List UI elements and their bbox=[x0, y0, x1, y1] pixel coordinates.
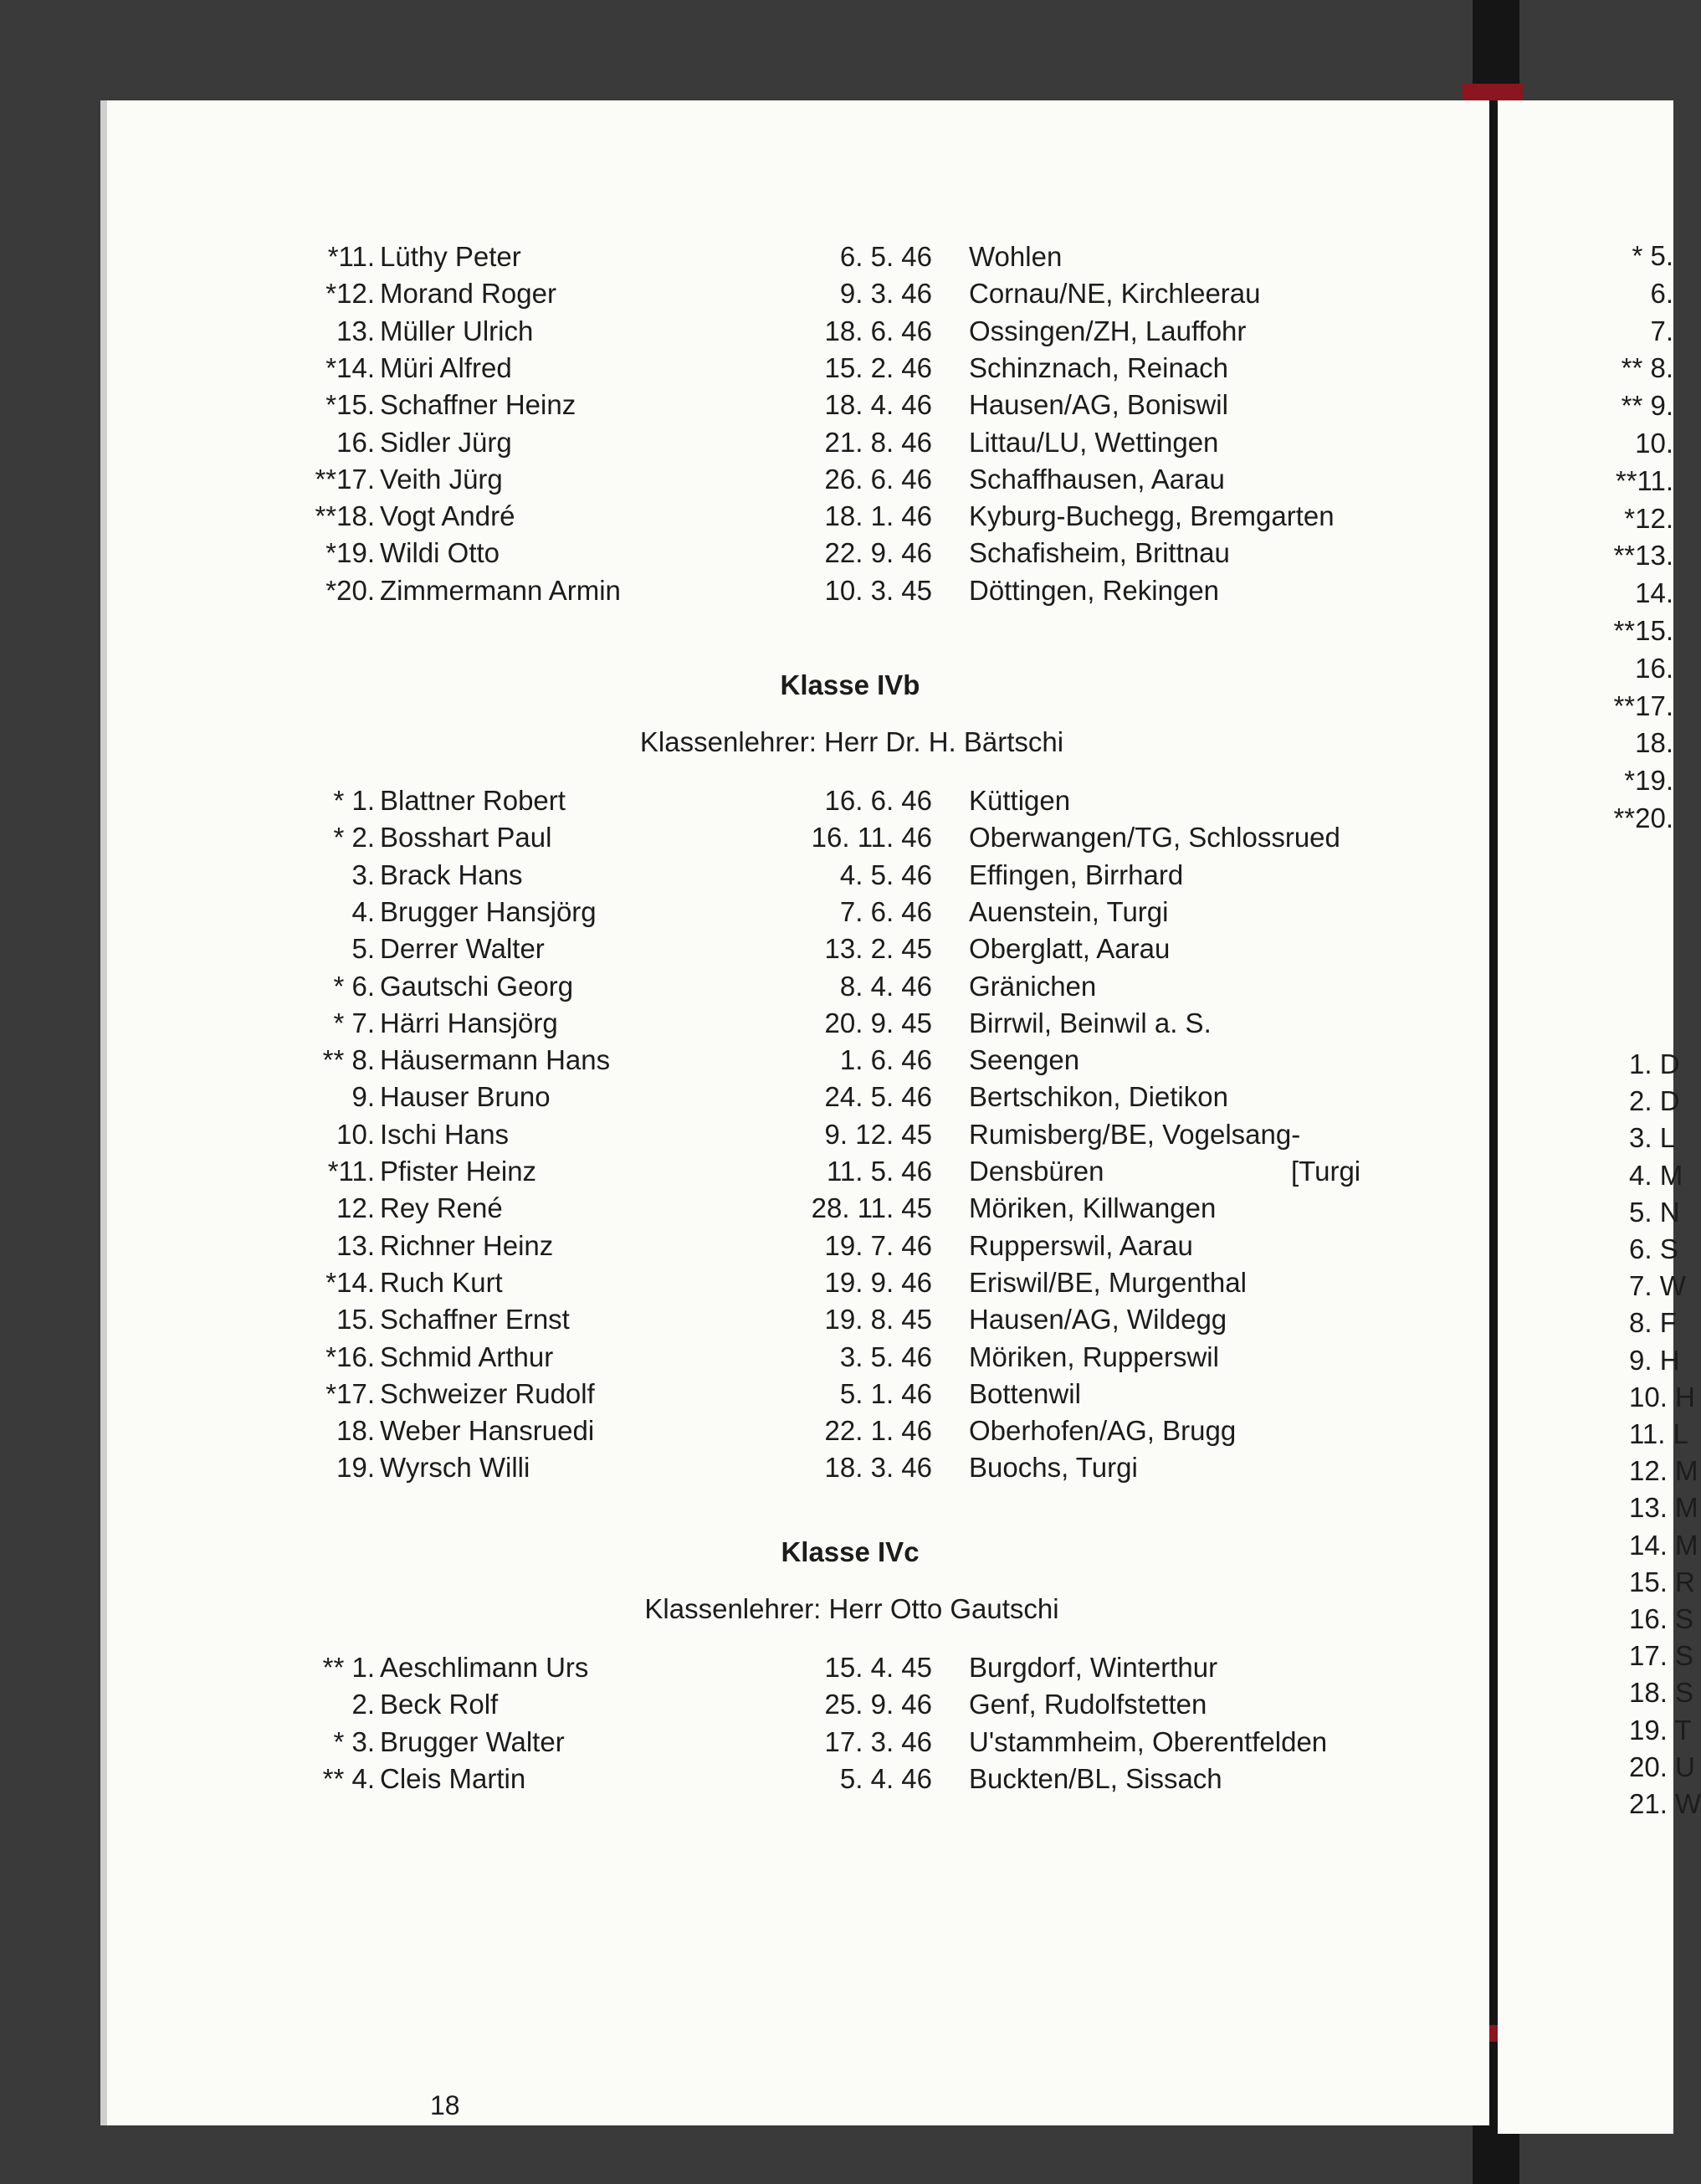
student-name: Hauser Bruno bbox=[380, 1081, 551, 1113]
birth-date: 18. 6. 46 bbox=[824, 315, 932, 346]
birth-date: 4. 5. 46 bbox=[839, 859, 932, 890]
student-number: *14. bbox=[325, 351, 375, 383]
student-number: 2. bbox=[351, 1689, 375, 1720]
student-name: Schaffner Heinz bbox=[380, 389, 576, 421]
student-number: 18. bbox=[336, 1415, 375, 1447]
home-places: Bottenwil bbox=[969, 1377, 1081, 1409]
class-teacher: Klassenlehrer: Herr Dr. H. Bärtschi bbox=[639, 726, 1064, 757]
student-number: ** 4. bbox=[322, 1762, 375, 1794]
right-page-item: 13. M bbox=[1629, 1492, 1698, 1524]
home-places: Hausen/AG, Boniswil bbox=[969, 389, 1228, 421]
student-number: * 6. bbox=[333, 970, 375, 1002]
home-places: Schinznach, Reinach bbox=[969, 351, 1229, 383]
birth-date: 18. 4. 46 bbox=[824, 389, 932, 421]
student-number: * 1. bbox=[333, 785, 375, 816]
student-row bbox=[107, 859, 1479, 892]
class-teacher: Klassenlehrer: Herr Otto Gautschi bbox=[644, 1593, 1059, 1624]
student-name: Beck Rolf bbox=[380, 1689, 499, 1720]
student-name: Blattner Robert bbox=[380, 785, 566, 816]
spine-bookmark-top bbox=[1463, 84, 1523, 100]
right-page-item: 9. H bbox=[1629, 1344, 1680, 1376]
student-name: Morand Roger bbox=[380, 278, 556, 310]
student-row bbox=[107, 351, 1479, 385]
home-places: Effingen, Birrhard bbox=[969, 859, 1184, 890]
student-name: Lüthy Peter bbox=[380, 241, 521, 272]
birth-date: 19. 7. 46 bbox=[824, 1229, 932, 1261]
student-name: Schaffner Ernst bbox=[380, 1304, 570, 1336]
birth-date: 6. 5. 46 bbox=[839, 241, 932, 272]
birth-date: 3. 5. 46 bbox=[839, 1341, 932, 1372]
home-places: Auenstein, Turgi bbox=[969, 895, 1169, 927]
left-page bbox=[100, 100, 1489, 2125]
student-name: Schmid Arthur bbox=[380, 1341, 554, 1372]
birth-date: 16. 6. 46 bbox=[824, 785, 932, 816]
home-places: Buochs, Turgi bbox=[969, 1452, 1138, 1484]
right-page-number: **11. bbox=[1615, 464, 1673, 496]
student-name: Ruch Kurt bbox=[380, 1266, 503, 1298]
student-number: ** 1. bbox=[322, 1652, 375, 1683]
student-number: 19. bbox=[336, 1452, 375, 1484]
right-page-item: 1. D bbox=[1629, 1048, 1680, 1079]
student-name: Brugger Hansjörg bbox=[380, 895, 597, 927]
home-places: U'stammheim, Oberentfelden bbox=[969, 1725, 1328, 1757]
student-row bbox=[107, 1266, 1479, 1300]
home-places: Genf, Rudolfstetten bbox=[969, 1689, 1207, 1720]
right-page-number: *19. bbox=[1624, 765, 1673, 797]
home-places: Döttingen, Rekingen bbox=[969, 574, 1220, 606]
student-number: * 2. bbox=[333, 822, 375, 854]
home-places: Hausen/AG, Wildegg bbox=[969, 1304, 1227, 1336]
right-page-item: 6. S bbox=[1629, 1233, 1678, 1264]
birth-date: 15. 2. 46 bbox=[824, 351, 932, 383]
student-name: Cleis Martin bbox=[380, 1762, 526, 1794]
student-name: Brack Hans bbox=[380, 859, 523, 890]
birth-date: 1. 6. 46 bbox=[839, 1044, 932, 1076]
student-name: Wildi Otto bbox=[380, 537, 500, 569]
student-row bbox=[107, 1303, 1479, 1336]
student-row bbox=[107, 277, 1479, 310]
student-number: 12. bbox=[336, 1192, 375, 1224]
right-page-number: 16. bbox=[1635, 652, 1673, 684]
student-name: Brugger Walter bbox=[380, 1725, 565, 1757]
student-row bbox=[107, 1651, 1479, 1684]
home-places: Schaffhausen, Aarau bbox=[969, 463, 1225, 495]
student-name: Pfister Heinz bbox=[380, 1156, 537, 1187]
home-places: Oberhofen/AG, Brugg bbox=[969, 1415, 1237, 1447]
birth-date: 7. 6. 46 bbox=[839, 895, 932, 927]
student-number: * 7. bbox=[333, 1007, 375, 1038]
student-name: Aeschlimann Urs bbox=[380, 1652, 589, 1683]
student-name: Vogt André bbox=[380, 500, 515, 532]
home-places: Ossingen/ZH, Lauffohr bbox=[969, 315, 1247, 346]
right-page-number: ** 9. bbox=[1621, 390, 1673, 422]
student-number: 10. bbox=[336, 1118, 375, 1150]
birth-date: 18. 1. 46 bbox=[824, 500, 932, 532]
right-page-number: **15. bbox=[1613, 615, 1673, 646]
birth-date: 13. 2. 45 bbox=[824, 933, 932, 965]
student-row bbox=[107, 463, 1479, 496]
home-places: Kyburg-Buchegg, Bremgarten bbox=[969, 500, 1335, 532]
right-page-item: 18. S bbox=[1629, 1677, 1694, 1709]
home-places: Möriken, Killwangen bbox=[969, 1192, 1217, 1224]
student-number: 13. bbox=[336, 315, 375, 346]
student-name: Härri Hansjörg bbox=[380, 1007, 558, 1038]
student-number: *11. bbox=[327, 1156, 375, 1187]
student-row bbox=[107, 315, 1479, 348]
right-page-number: **20. bbox=[1613, 802, 1673, 833]
right-page-item: 14. M bbox=[1629, 1529, 1698, 1561]
right-page-number: 10. bbox=[1635, 428, 1673, 459]
student-number: *19. bbox=[325, 537, 375, 569]
student-name: Schweizer Rudolf bbox=[380, 1377, 595, 1409]
student-name: Sidler Jürg bbox=[380, 426, 512, 458]
birth-date: 10. 3. 45 bbox=[824, 574, 932, 606]
student-name: Ischi Hans bbox=[380, 1118, 510, 1150]
home-places: Buckten/BL, Sissach bbox=[969, 1762, 1222, 1794]
student-name: Zimmermann Armin bbox=[380, 574, 621, 606]
student-number: 9. bbox=[351, 1081, 375, 1113]
section-heading: Klasse IVb bbox=[780, 669, 920, 700]
student-row bbox=[107, 1341, 1479, 1374]
right-page-edge bbox=[1498, 100, 1701, 2134]
right-page-item: 10. H bbox=[1629, 1381, 1695, 1412]
birth-date: 5. 4. 46 bbox=[839, 1762, 932, 1794]
student-number: **17. bbox=[315, 463, 375, 495]
home-places: Littau/LU, Wettingen bbox=[969, 426, 1219, 458]
student-row bbox=[107, 240, 1479, 274]
right-page-item: 16. S bbox=[1629, 1603, 1694, 1634]
home-places: Rupperswil, Aarau bbox=[969, 1229, 1193, 1261]
student-row bbox=[107, 1229, 1479, 1263]
student-name: Gautschi Georg bbox=[380, 970, 574, 1002]
right-page-item: 3. L bbox=[1629, 1122, 1676, 1154]
right-page-number: *12. bbox=[1624, 502, 1673, 534]
home-places: Seengen bbox=[969, 1044, 1080, 1076]
right-page-item: 21. W bbox=[1629, 1788, 1701, 1819]
right-page-number: * 5. bbox=[1632, 240, 1673, 271]
right-page-item: 7. W bbox=[1629, 1270, 1686, 1302]
student-row bbox=[107, 536, 1479, 570]
right-page-number: **13. bbox=[1613, 540, 1673, 572]
student-name: Wyrsch Willi bbox=[380, 1452, 530, 1484]
birth-date: 24. 5. 46 bbox=[824, 1081, 932, 1113]
student-name: Rey René bbox=[380, 1192, 503, 1224]
right-page-item: 4. M bbox=[1629, 1159, 1683, 1191]
home-places: Burgdorf, Winterthur bbox=[969, 1652, 1218, 1683]
student-name: Bosshart Paul bbox=[380, 822, 552, 854]
right-page-item: 15. R bbox=[1629, 1566, 1695, 1597]
student-number: ** 8. bbox=[322, 1044, 375, 1076]
birth-date: 26. 6. 46 bbox=[824, 463, 932, 495]
student-number: **18. bbox=[315, 500, 375, 532]
home-places: Rumisberg/BE, Vogelsang- bbox=[969, 1118, 1301, 1150]
birth-date: 15. 4. 45 bbox=[824, 1652, 932, 1683]
home-places: Birrwil, Beinwil a. S. bbox=[969, 1007, 1212, 1038]
student-row bbox=[107, 1007, 1479, 1040]
student-row bbox=[107, 500, 1479, 533]
student-name: Weber Hansruedi bbox=[380, 1415, 595, 1447]
student-number: *14. bbox=[325, 1266, 375, 1298]
birth-date: 22. 1. 46 bbox=[824, 1415, 932, 1447]
student-row bbox=[107, 932, 1479, 966]
place-continuation: [Turgi bbox=[1291, 1156, 1361, 1187]
student-row bbox=[107, 970, 1479, 1003]
student-name: Müri Alfred bbox=[380, 351, 512, 383]
home-places: Möriken, Rupperswil bbox=[969, 1341, 1219, 1372]
birth-date: 25. 9. 46 bbox=[824, 1689, 932, 1720]
student-row bbox=[107, 1377, 1479, 1411]
student-number: 15. bbox=[336, 1304, 375, 1336]
student-name: Veith Jürg bbox=[380, 463, 503, 495]
right-page-number: 18. bbox=[1635, 727, 1673, 759]
birth-date: 16. 11. 46 bbox=[811, 822, 932, 854]
student-name: Müller Ulrich bbox=[380, 315, 534, 346]
birth-date: 11. 5. 46 bbox=[827, 1156, 932, 1187]
student-name: Derrer Walter bbox=[380, 933, 545, 965]
right-page-number: ** 8. bbox=[1621, 352, 1673, 384]
student-number: 5. bbox=[351, 933, 375, 965]
student-number: * 3. bbox=[333, 1725, 375, 1757]
right-page-item: 19. T bbox=[1629, 1714, 1692, 1746]
student-row bbox=[107, 1192, 1479, 1225]
birth-date: 19. 9. 46 bbox=[824, 1266, 932, 1298]
birth-date: 9. 12. 45 bbox=[824, 1118, 932, 1150]
birth-date: 17. 3. 46 bbox=[824, 1725, 932, 1757]
birth-date: 8. 4. 46 bbox=[839, 970, 932, 1002]
birth-date: 22. 9. 46 bbox=[824, 537, 932, 569]
student-row bbox=[107, 1688, 1479, 1721]
right-page-item: 2. D bbox=[1629, 1085, 1680, 1117]
birth-date: 18. 3. 46 bbox=[824, 1452, 932, 1484]
right-page-number: 7. bbox=[1650, 315, 1673, 346]
right-page-item: 20. U bbox=[1629, 1751, 1695, 1782]
student-row bbox=[107, 1451, 1479, 1484]
birth-date: 5. 1. 46 bbox=[839, 1377, 932, 1409]
student-row bbox=[107, 426, 1479, 459]
student-number: *20. bbox=[325, 574, 375, 606]
student-row bbox=[107, 1080, 1479, 1114]
student-row bbox=[107, 1043, 1479, 1077]
student-row bbox=[107, 1762, 1479, 1796]
home-places: Densbüren bbox=[969, 1156, 1104, 1187]
home-places: Bertschikon, Dietikon bbox=[969, 1081, 1228, 1113]
student-number: *17. bbox=[325, 1377, 375, 1409]
right-page-item: 5. N bbox=[1629, 1196, 1680, 1228]
student-number: *11. bbox=[327, 241, 375, 272]
student-row bbox=[107, 1118, 1479, 1151]
student-row bbox=[107, 784, 1479, 818]
home-places: Oberwangen/TG, Schlossrued bbox=[969, 822, 1340, 854]
home-places: Küttigen bbox=[969, 785, 1071, 816]
student-row bbox=[107, 1414, 1479, 1448]
student-name: Richner Heinz bbox=[380, 1229, 554, 1261]
student-name: Häusermann Hans bbox=[380, 1044, 611, 1076]
student-number: *12. bbox=[325, 278, 375, 310]
home-places: Schafisheim, Brittnau bbox=[969, 537, 1230, 569]
page-number: 18 bbox=[430, 2090, 460, 2120]
student-row bbox=[107, 388, 1479, 422]
section-heading: Klasse IVc bbox=[781, 1536, 920, 1567]
home-places: Wohlen bbox=[969, 241, 1063, 272]
student-number: *15. bbox=[325, 389, 375, 421]
student-row bbox=[107, 1155, 1479, 1188]
student-row bbox=[107, 1725, 1479, 1759]
right-page-item: 12. M bbox=[1629, 1455, 1698, 1487]
home-places: Gränichen bbox=[969, 970, 1097, 1002]
right-page-number: 6. bbox=[1650, 277, 1673, 309]
right-page-item: 11. L bbox=[1629, 1418, 1688, 1449]
student-number: 16. bbox=[336, 426, 375, 458]
home-places: Oberglatt, Aarau bbox=[969, 933, 1171, 965]
birth-date: 20. 9. 45 bbox=[824, 1007, 932, 1038]
right-page-item: 8. F bbox=[1629, 1307, 1677, 1339]
birth-date: 9. 3. 46 bbox=[839, 278, 932, 310]
student-number: 13. bbox=[336, 1229, 375, 1261]
student-number: *16. bbox=[325, 1341, 375, 1372]
student-number: 3. bbox=[351, 859, 375, 890]
birth-date: 28. 11. 45 bbox=[811, 1192, 932, 1224]
student-row bbox=[107, 821, 1479, 854]
student-row bbox=[107, 574, 1479, 608]
birth-date: 21. 8. 46 bbox=[824, 426, 932, 458]
home-places: Eriswil/BE, Murgenthal bbox=[969, 1266, 1247, 1298]
student-row bbox=[107, 895, 1479, 929]
right-page-item: 17. S bbox=[1629, 1640, 1694, 1672]
right-page-number: 14. bbox=[1635, 577, 1673, 609]
right-page-number: **17. bbox=[1613, 690, 1673, 721]
birth-date: 19. 8. 45 bbox=[824, 1304, 932, 1336]
home-places: Cornau/NE, Kirchleerau bbox=[969, 278, 1261, 310]
student-number: 4. bbox=[351, 895, 375, 927]
